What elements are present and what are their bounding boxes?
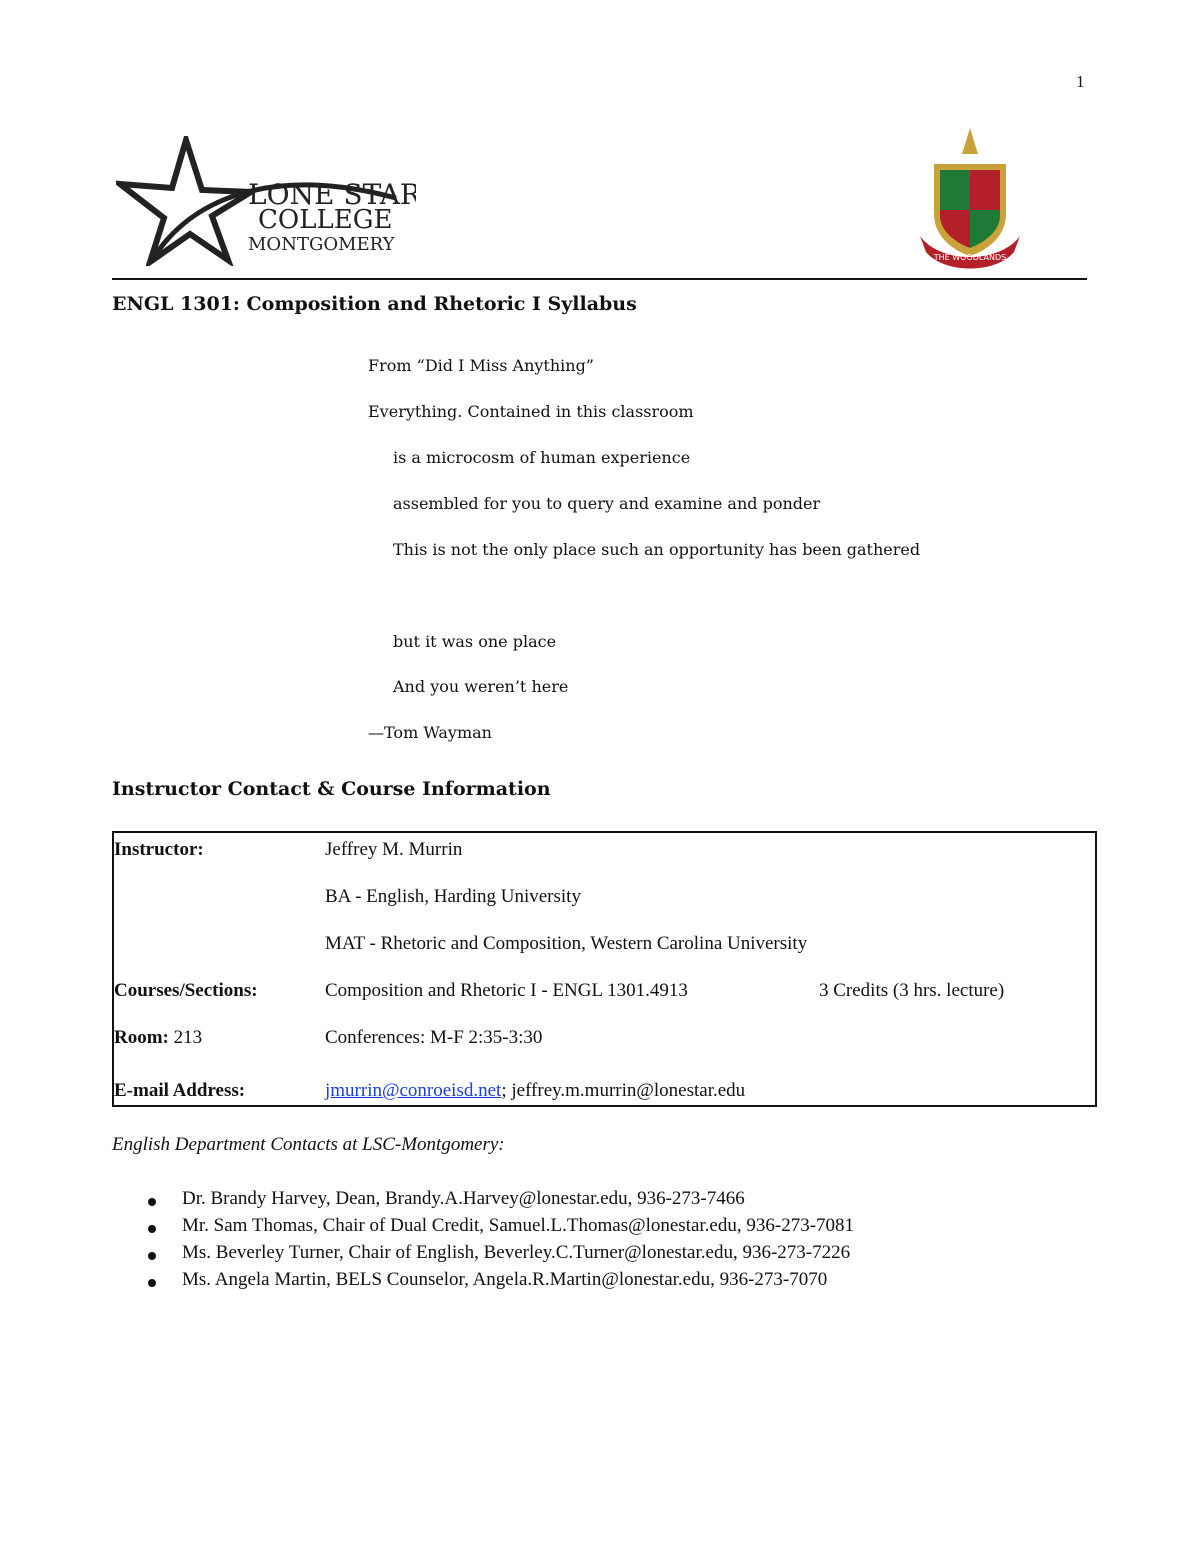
- poem-line: but it was one place: [393, 632, 557, 651]
- contact-text: Ms. Angela Martin, BELS Counselor, Angela.R.Martin@lonestar.edu, 936-273-7070: [182, 1269, 828, 1290]
- logo-line-1: LONE STAR: [248, 178, 416, 211]
- courses-label: Courses/Sections:: [114, 980, 258, 1001]
- degree-ba: BA - English, Harding University: [325, 886, 581, 907]
- poem-line: assembled for you to query and examine and ponder: [393, 494, 821, 513]
- page-number: 1: [1076, 72, 1085, 91]
- email-link[interactable]: jmurrin@conroeisd.net: [325, 1080, 502, 1101]
- dept-contacts-heading: English Department Contacts at LSC-Montgomery:: [112, 1134, 505, 1155]
- room-number: 213: [168, 1027, 203, 1048]
- poem-attribution: —Tom Wayman: [368, 723, 492, 742]
- bullet-icon: [148, 1252, 156, 1260]
- poem-line: Everything. Contained in this classroom: [368, 402, 694, 421]
- the-woodlands-crest-icon: [910, 124, 1030, 274]
- header-divider: [112, 278, 1087, 280]
- email-label: E-mail Address:: [114, 1080, 246, 1101]
- instructor-info-table: [112, 831, 1097, 1107]
- contact-text: Dr. Brandy Harvey, Dean, Brandy.A.Harvey@lonestar.edu, 936-273-7466: [182, 1188, 745, 1209]
- room-info: [114, 1027, 202, 1049]
- logo-line-2: COLLEGE: [258, 205, 393, 235]
- bullet-icon: [148, 1225, 156, 1233]
- room-label: Room:: [114, 1027, 169, 1048]
- section-heading-instructor: Instructor Contact & Course Information: [112, 778, 551, 800]
- contact-text: Ms. Beverley Turner, Chair of English, Beverley.C.Turner@lonestar.edu, 936-273-7226: [182, 1242, 851, 1263]
- instructor-name: Jeffrey M. Murrin: [325, 839, 463, 860]
- degree-mat: MAT - Rhetoric and Composition, Western Carolina University: [325, 933, 808, 954]
- page-title: ENGL 1301: Composition and Rhetoric I Syllabus: [112, 293, 637, 315]
- conference-hours: Conferences: M-F 2:35-3:30: [325, 1027, 543, 1048]
- course-section: Composition and Rhetoric I - ENGL 1301.4913: [325, 980, 688, 1001]
- course-credits: 3 Credits (3 hrs. lecture): [819, 980, 1005, 1001]
- poem-line: This is not the only place such an opportunity has been gathered: [393, 540, 921, 559]
- poem-line: And you weren’t here: [393, 677, 569, 696]
- lone-star-college-logo: [116, 136, 416, 266]
- logo-line-3: MONTGOMERY: [248, 234, 395, 255]
- instructor-label: Instructor:: [114, 839, 204, 860]
- bullet-icon: [148, 1279, 156, 1287]
- email-addresses: [325, 1080, 745, 1102]
- contact-text: Mr. Sam Thomas, Chair of Dual Credit, Samuel.L.Thomas@lonestar.edu, 936-273-7081: [182, 1215, 855, 1236]
- bullet-icon: [148, 1198, 156, 1206]
- crest-ribbon-text: THE WOODLANDS: [933, 253, 1007, 262]
- email-secondary: ; jeffrey.m.murrin@lonestar.edu: [501, 1080, 746, 1101]
- star-icon: [120, 140, 251, 262]
- poem-line: is a microcosm of human experience: [393, 448, 691, 467]
- poem-line: From “Did I Miss Anything”: [368, 356, 594, 375]
